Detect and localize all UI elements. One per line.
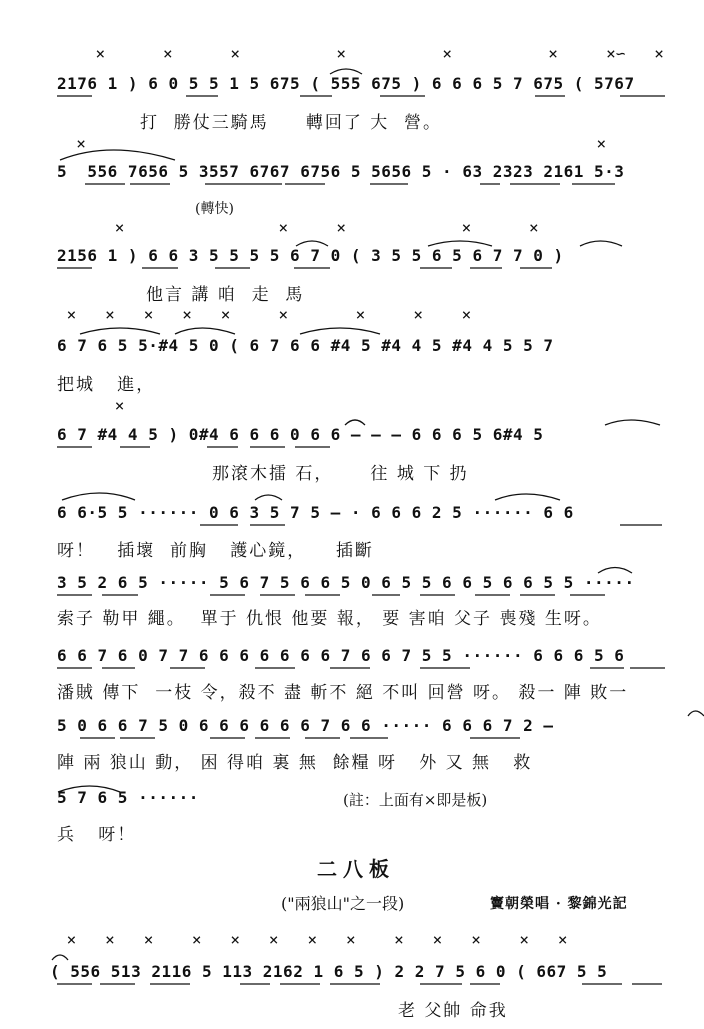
- notation-line: 5 556 7656 5 3557 6767 6756 5 5656 5 · 63 2323 2161 5·3: [57, 162, 625, 181]
- lyric-line: 老 父帥 命我: [398, 1001, 508, 1021]
- notation-line: 2156 1 ) 6 6 3 5 5 5 5 6 7 0 ( 3 5 5 6 5 6 7 7 0 ): [57, 246, 564, 265]
- beat-marks: × ×: [57, 134, 607, 153]
- section-subtitle: ("兩狼山"之一段): [281, 894, 405, 913]
- lyric-line: 那滾木擂 石， 往 城 下 扔: [212, 464, 469, 484]
- notation-line: 2176 1 ) 6 0 5 5 1 5 675 ( 555 675 ) 6 6 6 5 7 675 ( 5767: [57, 74, 635, 93]
- notation-line: 5 0 6 6 7 5 0 6 6 6 6 6 6 7 6 6 ····· 6 6 6 7 2 —: [57, 716, 554, 735]
- lyric-line: 把城 進，: [57, 375, 156, 395]
- beat-marks: × × × × × × × × ×: [57, 305, 472, 324]
- notation-line: 6 7 6 5 5·#4 5 0 ( 6 7 6 6 #4 5 #4 4 5 #4 4 5 5 7: [57, 336, 554, 355]
- notation-line: ( 556 513 2116 5 113 2162 1 6 5 ) 2 2 7 5 6 0 ( 667 5 5: [50, 962, 608, 981]
- notation-line: 5 7 6 5 ······: [57, 788, 199, 807]
- notation-line: 6 7 #4 4 5 ) 0#4 6 6 6 0 6 6 — — — 6 6 6 5 6#4 5: [57, 425, 544, 444]
- beat-marks: ×: [57, 396, 125, 415]
- lyric-line: 兵 呀！: [57, 825, 137, 845]
- beat-marks: × × × × × × ×∽ ×: [57, 44, 664, 63]
- tempo-note: (轉快): [195, 201, 234, 217]
- lyric-line: 呀！ 插壞 前胸 護心鏡， 插斷: [57, 541, 374, 561]
- performer-credit: 竇朝榮唱 · 黎錦光記: [490, 896, 628, 912]
- notation-line: 6 6 7 6 0 7 7 6 6 6 6 6 6 6 7 6 6 7 5 5 ······ 6 6 6 5 6: [57, 646, 625, 665]
- lyric-line: 索子 勒甲 繩。 單于 仇恨 他要 報， 要 害咱 父子 喪殘 生呀。: [57, 609, 602, 629]
- notation-line: 3 5 2 6 5 ····· 5 6 7 5 6 6 5 0 6 5 5 6 6 5 6 6 5 5 ·····: [57, 573, 635, 592]
- beat-marks: × × × × ×: [57, 218, 539, 237]
- lyric-line: 陣 兩 狼山 動， 困 得咱 裏 無 餘糧 呀 外 又 無 救: [57, 753, 533, 773]
- lyric-line: 他言 講 咱 走 馬: [146, 285, 305, 305]
- lyric-line: 潘賊 傳下 一枝 令，殺不 盡 斬不 絕 不叫 回營 呀。 殺一 陣 敗一: [57, 683, 629, 703]
- notation-line: 6 6·5 5 ······ 0 6 3 5 7 5 — · 6 6 6 2 5 ······ 6 6: [57, 503, 574, 522]
- lyric-line: 打 勝仗三騎馬 轉回了 大 營。: [140, 113, 443, 133]
- annotation-note: (註：上面有×即是板): [343, 791, 488, 809]
- section-title: 二八板: [317, 857, 395, 881]
- beat-marks: × × × × × × × × × × × × ×: [57, 930, 568, 949]
